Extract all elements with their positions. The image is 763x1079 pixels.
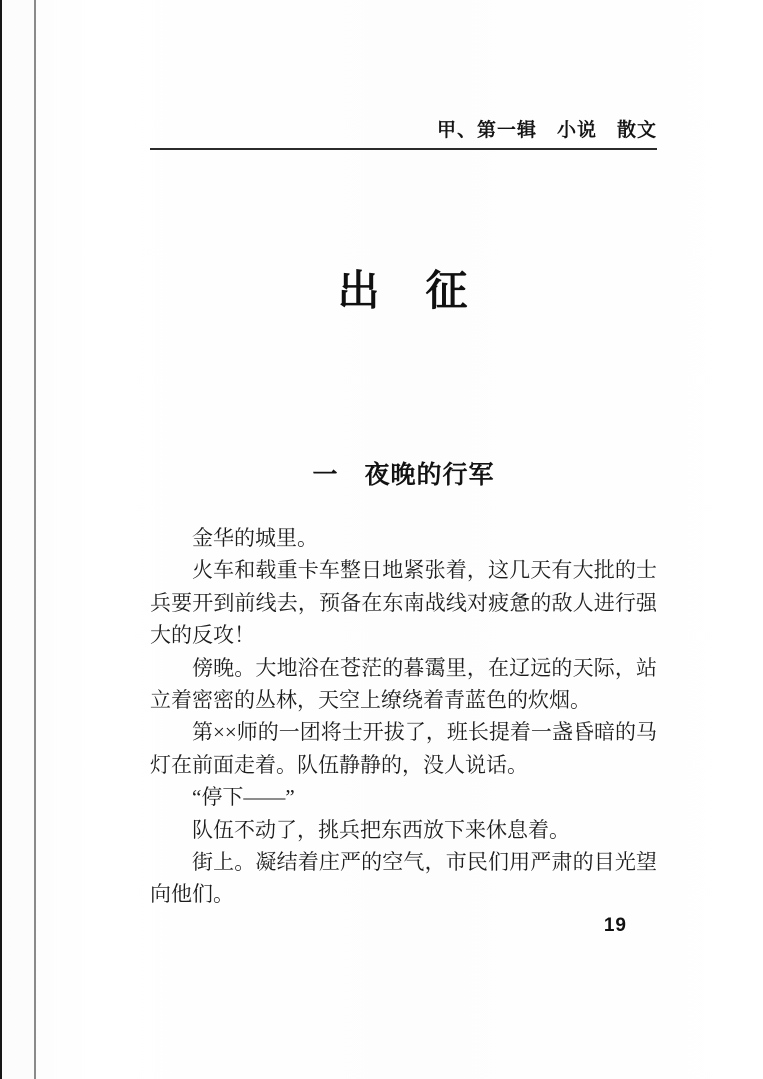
paragraph: 街上。凝结着庄严的空气，市民们用严肃的目光望向他们。 <box>150 850 657 907</box>
paragraph: 第××师的一团将士开拔了，班长提着一盏昏暗的马灯在前面走着。队伍静静的，没人说话。 <box>150 720 657 777</box>
paragraph: 傍晚。大地浴在苍茫的暮霭里，在辽远的天际，站立着密密的丛林，天空上缭绕着青蓝色的炊烟。 <box>150 655 657 713</box>
paragraph: 火车和载重卡车整日地紧张着，这几天有大批的士兵要开到前线去，预备在东南战线对疲惫的敌人进行强大的反攻！ <box>150 558 657 648</box>
running-header: 甲、第一辑 小说 散文 <box>150 0 657 150</box>
paragraph: “停下——” <box>192 785 295 810</box>
section-heading: 一 夜晚的行军 <box>312 461 495 489</box>
paragraph: 队伍不动了，挑兵把东西放下来休息着。 <box>192 817 570 842</box>
page-fold-line <box>34 0 36 1079</box>
page-content <box>150 0 657 937</box>
page-number: 19 <box>603 914 627 936</box>
paragraph: 金华的城里。 <box>192 526 318 550</box>
body-text <box>150 522 657 911</box>
scan-edge-line <box>0 0 2 1079</box>
story-title: 出 征 <box>337 267 470 314</box>
